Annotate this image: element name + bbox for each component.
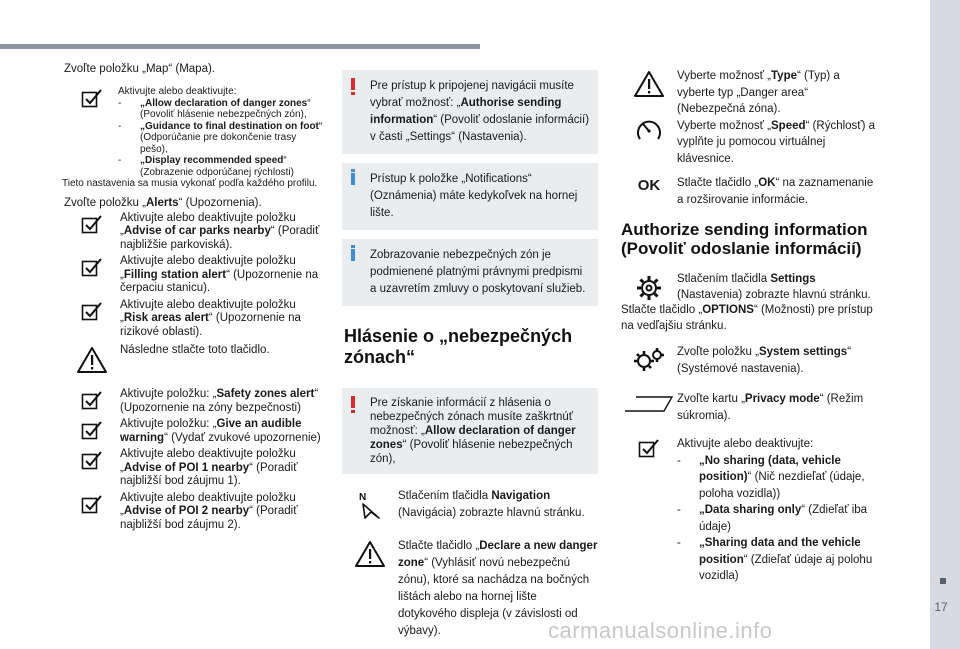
declare-row: Stlačte tlačidlo „Declare a new danger zone“ (Vyhlásiť novú nebezpečnú zónu), ktoré sa nachádza na bočných lištách alebo na hornej lište dotykového displeja (v závislosti od výbavy). [342,538,598,640]
note-declaration: Pre získanie informácií z hlásenia o nebezpečných zónach musíte zaškrtnúť možnosť: „Allow declaration of danger zones“ (Povoliť hlásenie nebezpečných zón), [342,388,598,474]
activate-row: Aktivujte alebo deaktivujte položku „Advise of POI 1 nearby“ (Poradiť najbližší bod záujmu 1). [64,448,324,489]
top-rule [0,44,480,49]
warning-button-row [64,344,324,388]
system-settings-row: Zvoľte položku „System settings“ (Systémové nastavenia). [621,344,877,377]
section-heading-authorize: Authorize sending information (Povoliť odoslanie informácií) [621,220,868,258]
options-instruction: Stlačte tlačidlo „OPTIONS“ (Možnosti) pre prístup na vedľajšiu stránku. [621,304,873,332]
navigation-compass-icon [342,488,398,520]
activate-row: Aktivujte alebo deaktivujte položku „Advise of POI 2 nearby“ (Poradiť najbližší bod záujmu 2). [64,492,324,533]
checkbox-icon [621,436,677,458]
column-3 [621,68,877,585]
column-1 [64,62,324,532]
ok-icon: OK [637,177,661,194]
system-settings-label: System settings [758,346,848,358]
page-marker-dot [940,578,946,584]
map-intro: Aktivujte alebo deaktivujte: [118,86,237,97]
speedometer-icon [634,115,664,150]
gears-icon [621,344,677,374]
map-options-block: Aktivujte alebo deaktivujte: - „Allow declaration of danger zones“ (Povoliť hlásenie nebezpečných zón), - „Guidance to final destination on foot“ (Odporúčanie pre dokončenie trasy pešo), - „Display recommended speed“ (Zobrazenie odporúčanej rýchlosti) Tieto nastavenia sa musia vykonať podľa každého profilu. [62,86,323,189]
privacy-mode-tab-label: Privacy mode [744,393,820,405]
option-recommended-speed: „Display recommended speed [140,155,284,166]
info-icon [351,249,355,261]
watermark: carmanualsonline.info [548,618,773,643]
privacy-options-block: Aktivujte alebo deaktivujte: - „No sharing (data, vehicle position)“ (Nič nezdieľať (údaje, poloha vozidla)) - „Data sharing only“ (Zdieľať iba údaje) - „Sharing data and the vehicle position“ (Zdieľať údaje aj polohu vozidla) [621,436,877,585]
checkbox-icon [64,255,120,277]
warning-triangle-icon [342,538,398,568]
page-sidebar [930,0,960,649]
declare-button-label: Declare a new danger zone [398,540,598,569]
exclamation-icon [351,396,355,408]
checkbox-icon [64,212,120,234]
info-icon [351,173,355,185]
settings-row: Stlačením tlačidla Settings (Nastavenia) zobrazte hlavnú stránku. [621,272,877,303]
option-allow-declaration: „Allow declaration of danger zones [140,97,308,109]
type-speed-row: Vyberte možnosť „Type“ (Typ) a vyberte typ „Danger area“ (Nebezpečná zóna). Vyberte možnosť „Speed“ (Rýchlosť) a vyplňte ju pomocou virtuálnej klávesnice. [621,68,877,167]
navigation-row: N Stlačením tlačidla Navigation (Navigácia) zobrazte hlavnú stránku. [342,488,598,522]
warning-triangle-icon [64,344,120,374]
svg-text:N: N [359,492,367,503]
option-guidance-foot: „Guidance to final destination on foot [140,120,319,132]
checkbox-icon [64,86,120,108]
intro-map: Zvoľte položku „Map“ (Mapa). [64,63,215,75]
checkbox-icon [64,299,120,321]
type-option-label: Type [771,70,798,82]
checkbox-icon [64,418,120,440]
speed-option-label: Speed [771,119,806,132]
privacy-intro: Aktivujte alebo deaktivujte: [677,438,814,450]
map-note: Tieto nastavenia sa musia vykonať podľa každého profilu. [62,178,318,189]
exclamation-icon [351,78,355,90]
intro-alerts: Zvoľte položku „Alerts“ (Upozornenia). [64,196,262,209]
section-heading-danger-zones: Hlásenie o „nebezpečných zónach“ [344,326,573,367]
page-number: 17 [934,600,948,614]
note-authorise: Pre prístup k pripojenej navigácii musíte vybrať možnosť: „Authorise sending information“ (Povoliť odoslanie informácií) v časti „Settings“ (Nastavenia). [342,70,598,154]
option-no-sharing: „No sharing (data, vehicle position) [699,454,841,483]
settings-button-label: Settings [770,273,816,285]
activate-row: Aktivujte položku: „Safety zones alert“ (Upozornenie na zóny bezpečnosti) [64,388,324,415]
then-press-text: Následne stlačte toto tlačidlo. [120,344,270,356]
navigation-button-label: Navigation [491,490,551,502]
ok-row: OK Stlačte tlačidlo „OK“ na zaznamenanie a rozširovanie informácie. [637,177,874,206]
gear-icon [621,272,677,302]
column-2 [342,70,598,640]
note-notifications: Prístup k položke „Notifications“ (Oznámenia) máte kedykoľvek na hornej lište. [342,163,598,230]
alert-row: Aktivujte alebo deaktivujte položku „Filling station alert“ (Upozornenie na čerpaciu stanicu). [64,255,324,296]
alert-row: Aktivujte alebo deaktivujte položku „Risk areas alert“ (Upozornenie na rizikové oblasti). [64,299,324,340]
checkbox-icon [64,448,120,470]
note-legal: Zobrazovanie nebezpečných zón je podmienené platnými právnymi predpismi a uzavretím zmluvy o poskytovaní služieb. [342,239,598,306]
privacy-tab-row: Zvoľte kartu „Privacy mode“ (Režim súkromia). [621,391,877,424]
checkbox-icon [64,388,120,410]
option-sharing-data-position: „Sharing data and the vehicle position [699,537,861,566]
tab-icon [621,391,677,415]
checkbox-icon [64,492,120,514]
activate-row: Aktivujte položku: „Give an audible warning“ (Vydať zvukové upozornenie) [64,418,324,445]
alert-row: Aktivujte alebo deaktivujte položku „Advise of car parks nearby“ (Poradiť najbližšie parkoviská). [64,212,324,253]
option-data-sharing: „Data sharing only [699,504,802,516]
warning-triangle-icon [633,70,665,103]
